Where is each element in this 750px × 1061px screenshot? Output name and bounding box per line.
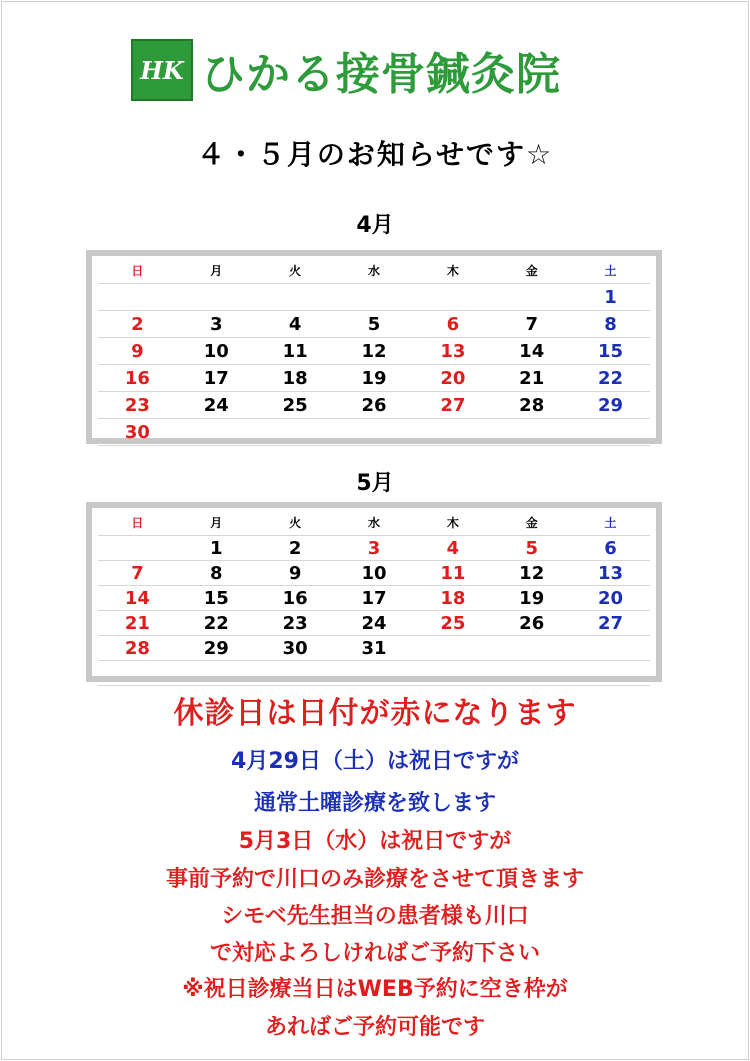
day-cell: 30: [282, 637, 308, 659]
notice-red-line-4: で対応よろしければご予約下さい: [209, 941, 540, 966]
day-cell: 23: [124, 394, 150, 416]
notice-red-line-2: 事前予約で川口のみ診療をさせて頂きます: [165, 867, 584, 892]
day-cell: 12: [361, 340, 387, 362]
may-title: 5月: [356, 471, 394, 496]
day-cell: 29: [598, 394, 624, 416]
weekday-header-row: [98, 509, 650, 536]
may-calendar: [86, 502, 662, 682]
weekday-label: 火: [289, 515, 302, 530]
day-cell: 25: [440, 612, 466, 634]
day-cell: 1: [210, 537, 223, 559]
weekday-label: 土: [604, 263, 617, 278]
day-cell: 20: [598, 587, 624, 609]
april-title: 4月: [356, 213, 394, 238]
day-cell: 19: [519, 587, 545, 609]
weekday-label: 火: [289, 263, 302, 278]
day-cell: 15: [598, 340, 624, 362]
day-cell: 28: [124, 637, 150, 659]
week-row: [98, 284, 650, 311]
notice-red-line-3: シモベ先生担当の患者様も川口: [221, 904, 529, 929]
weekday-label: 金: [525, 263, 538, 278]
week-row: [98, 661, 650, 686]
weekday-label: 木: [446, 515, 459, 530]
day-cell: 8: [210, 562, 223, 584]
day-cell: 31: [361, 637, 387, 659]
april-calendar-grid: [98, 257, 650, 446]
day-cell: 25: [282, 394, 308, 416]
day-cell: 14: [124, 587, 150, 609]
notice-red-line-6: あればご予約可能です: [264, 1015, 485, 1040]
weekday-label: 日: [131, 515, 144, 530]
day-cell: 26: [519, 612, 545, 634]
day-cell: 12: [519, 562, 545, 584]
weekday-label: 月: [210, 263, 223, 278]
weekday-label: 水: [367, 263, 380, 278]
day-cell: 29: [203, 637, 229, 659]
logo-mark: HK: [131, 39, 193, 101]
day-cell: 15: [203, 587, 229, 609]
day-cell: 19: [361, 367, 387, 389]
clinic-logo: [131, 38, 561, 102]
week-row: [98, 586, 650, 611]
day-cell: 18: [282, 367, 308, 389]
day-cell: 27: [598, 612, 624, 634]
day-cell: 22: [598, 367, 624, 389]
day-cell: 11: [440, 562, 466, 584]
day-cell: 8: [604, 313, 617, 335]
week-row: [98, 611, 650, 636]
day-cell: 26: [361, 394, 387, 416]
weekday-header-row: [98, 257, 650, 284]
day-cell: 16: [282, 587, 308, 609]
day-cell: 5: [525, 537, 538, 559]
day-cell: 11: [282, 340, 308, 362]
day-cell: 2: [131, 313, 144, 335]
day-cell: 7: [131, 562, 144, 584]
day-cell: 20: [440, 367, 466, 389]
notice-blue-line-1: 4月29日（土）は祝日ですが: [231, 749, 519, 774]
weekday-label: 金: [525, 515, 538, 530]
may-calendar-grid: [98, 509, 650, 686]
weekday-label: 月: [210, 515, 223, 530]
week-row: [98, 311, 650, 338]
week-row: [98, 392, 650, 419]
notice-red-line-1: 5月3日（水）は祝日ですが: [238, 829, 512, 854]
day-cell: 7: [525, 313, 538, 335]
day-cell: 4: [446, 537, 460, 559]
day-cell: 1: [604, 286, 617, 308]
week-row: [98, 365, 650, 392]
notice-red-line-5: ※祝日診療当日はWEB予約に空き枠が: [182, 977, 568, 1002]
weekday-label: 木: [446, 263, 459, 278]
week-row: [98, 636, 650, 661]
day-cell: 6: [446, 313, 460, 335]
day-cell: 3: [367, 537, 381, 559]
day-cell: 28: [519, 394, 545, 416]
day-cell: 14: [519, 340, 545, 362]
day-cell: 21: [124, 612, 150, 634]
day-cell: 17: [361, 587, 387, 609]
week-row: [98, 338, 650, 365]
notice-blue-line-2: 通常土曜診療を致します: [253, 791, 496, 816]
day-cell: 9: [288, 562, 302, 584]
day-cell: 13: [598, 562, 624, 584]
day-cell: 4: [288, 313, 302, 335]
weekday-label: 土: [604, 515, 617, 530]
day-cell: 2: [288, 537, 302, 559]
clinic-name: ひかる接骨鍼灸院: [201, 49, 561, 100]
day-cell: 16: [124, 367, 150, 389]
day-cell: 21: [519, 367, 545, 389]
day-cell: 27: [440, 394, 466, 416]
weekday-label: 日: [131, 263, 144, 278]
april-calendar: [86, 250, 662, 444]
week-row: [98, 419, 650, 446]
closed-days-notice: 休診日は日付が赤になります: [173, 696, 577, 731]
day-cell: 13: [440, 340, 466, 362]
day-cell: 6: [604, 537, 617, 559]
page-heading: ４・５月のお知らせです☆: [196, 138, 554, 171]
day-cell: 24: [361, 612, 387, 634]
day-cell: 3: [210, 313, 223, 335]
day-cell: 24: [203, 394, 229, 416]
day-cell: 10: [361, 562, 387, 584]
weekday-label: 水: [367, 515, 380, 530]
day-cell: 23: [282, 612, 308, 634]
day-cell: 30: [124, 421, 150, 443]
week-row: [98, 561, 650, 586]
day-cell: 17: [203, 367, 229, 389]
day-cell: 10: [203, 340, 229, 362]
day-cell: 22: [203, 612, 229, 634]
day-cell: 5: [367, 313, 381, 335]
day-cell: 18: [440, 587, 466, 609]
week-row: [98, 536, 650, 561]
day-cell: 9: [131, 340, 144, 362]
